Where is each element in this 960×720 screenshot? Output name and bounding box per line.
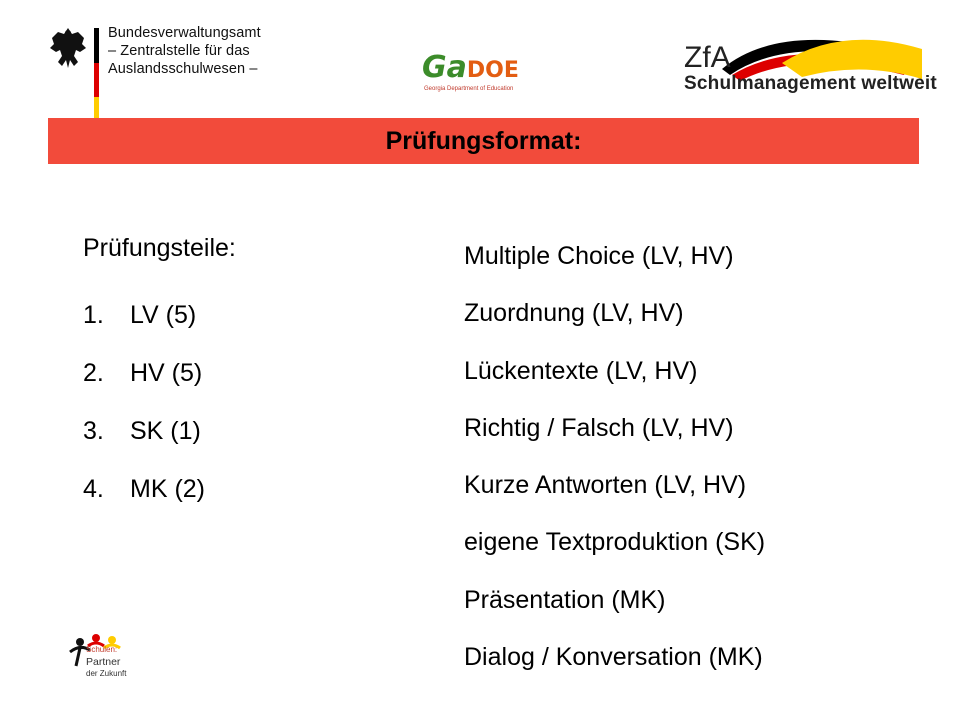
exam-methods-list	[464, 228, 934, 686]
method-item: eigene Textproduktion (SK)	[464, 528, 766, 557]
list-item-number: 2.	[83, 359, 104, 387]
list-item	[83, 286, 383, 344]
method-item: Lückentexte (LV, HV)	[464, 356, 698, 385]
schulen-partner-logo	[66, 632, 176, 696]
list-item	[83, 402, 383, 460]
method-item: Dialog / Konversation (MK)	[464, 643, 763, 672]
method-item: Richtig / Falsch (LV, HV)	[464, 413, 734, 442]
list-item	[83, 344, 383, 402]
list-item-number: 3.	[83, 417, 104, 445]
german-flag-stripe	[94, 28, 99, 132]
zfa-subtitle: Schulmanagement weltweit	[684, 73, 937, 94]
method-item: Präsentation (MK)	[464, 585, 666, 614]
bund-line-3: Auslandsschulwesen –	[108, 61, 258, 77]
gadoe-doe: DOE	[466, 58, 519, 83]
list-item	[83, 460, 383, 518]
title-bar	[48, 118, 919, 164]
schulen-partner-text	[86, 644, 126, 680]
gadoe-ga: Ga	[422, 50, 467, 85]
list-item-number: 1.	[83, 301, 104, 329]
page-title: Prüfungsformat:	[385, 127, 582, 155]
federal-eagle-icon	[48, 26, 88, 70]
list-item-label: LV (5)	[130, 301, 197, 329]
list-item-label: HV (5)	[130, 359, 203, 387]
bundesverwaltungsamt-text	[108, 24, 261, 78]
method-item: Multiple Choice (LV, HV)	[464, 242, 734, 270]
bundesverwaltungsamt-logo	[48, 20, 278, 115]
footer-line-3: der Zukunft	[86, 669, 127, 678]
zfa-logo	[682, 25, 937, 105]
footer-line-2: Partner	[86, 656, 121, 668]
footer-line-1: Schulen:	[86, 645, 118, 654]
gadoe-wordmark	[422, 48, 519, 91]
list-item-label: MK (2)	[130, 475, 205, 503]
bund-line-1: Bundesverwaltungsamt	[108, 25, 261, 41]
gadoe-logo	[418, 46, 518, 98]
exam-parts-heading: Prüfungsteile:	[83, 234, 236, 262]
gadoe-subtitle: Georgia Department of Education	[424, 86, 514, 92]
method-item: Zuordnung (LV, HV)	[464, 299, 684, 328]
method-item: Kurze Antworten (LV, HV)	[464, 471, 747, 500]
zfa-title: ZfA	[684, 41, 731, 74]
list-item-label: SK (1)	[130, 417, 201, 445]
bund-line-2: – Zentralstelle für das	[108, 43, 250, 59]
exam-parts-list	[83, 228, 383, 518]
list-item-number: 4.	[83, 475, 104, 503]
